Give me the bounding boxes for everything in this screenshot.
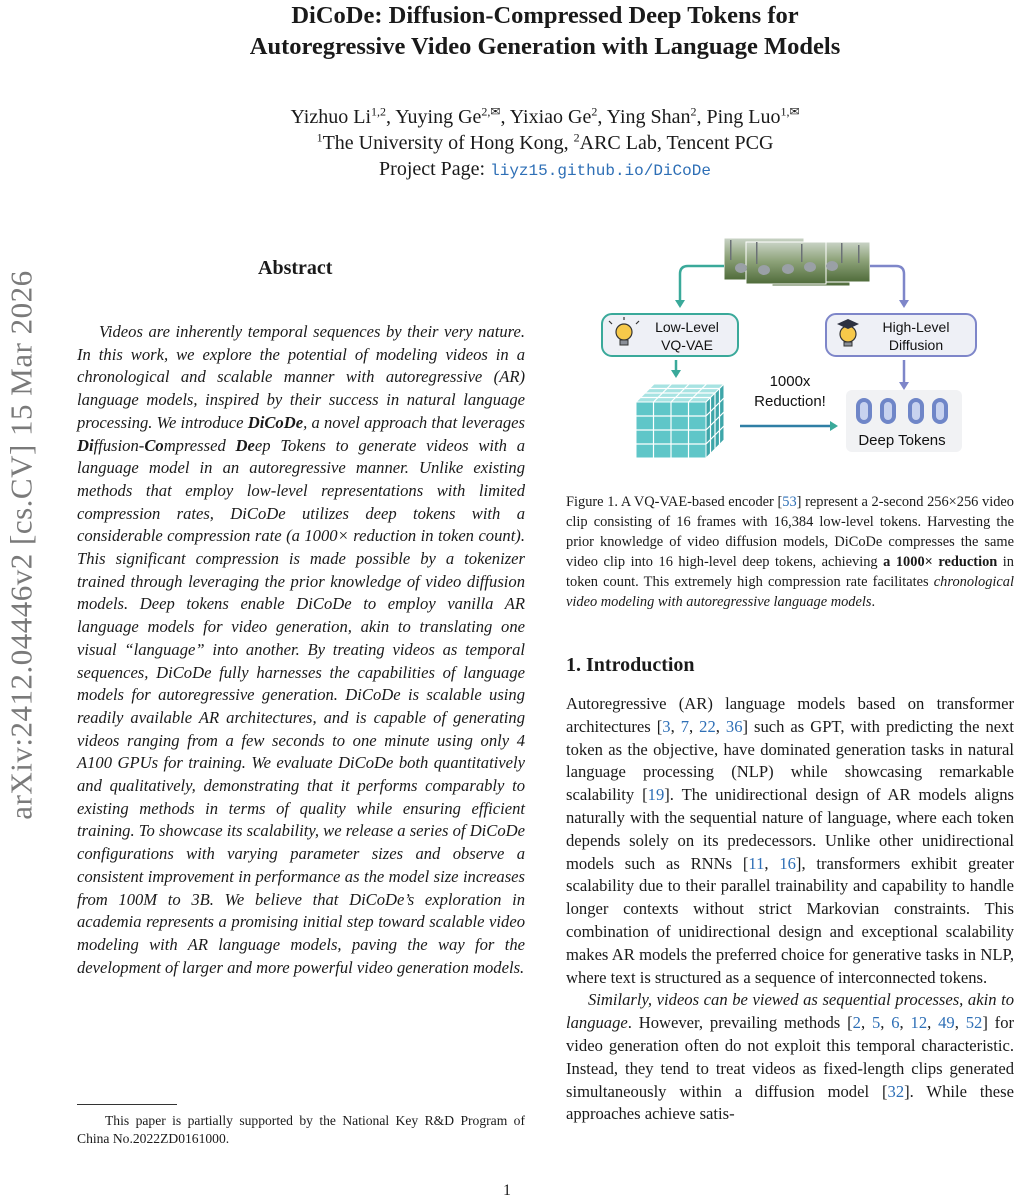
citation-link[interactable]: 6 <box>891 1013 900 1033</box>
author-affiliation-mark: 1,✉ <box>780 104 800 119</box>
citation-separator: , <box>954 1013 966 1033</box>
citation-separator: , <box>670 716 681 736</box>
citation-link[interactable]: 32 <box>887 1081 905 1101</box>
intro-text: ]. While these approaches achieve satis- <box>566 1081 1014 1124</box>
citation-separator: , <box>927 1013 939 1033</box>
citation-link[interactable]: 3 <box>662 716 671 736</box>
author-name: Yizhuo Li <box>290 106 372 128</box>
author-name: Yuying Ge <box>395 106 482 128</box>
abstract-text: ffusion- <box>93 435 145 455</box>
caption-text: Figure 1. A VQ-VAE-based encoder [ <box>566 494 783 510</box>
caption-italic: chronological video modeling with autoregressive language models <box>566 574 1014 611</box>
intro-text: ] such as GPT, with predicting the next token as the objective, have dominated generation tasks in natural language processing (NLP) while showcasing remarkable scalability [ <box>566 716 1014 805</box>
intro-text: . However, prevailing methods [ <box>627 1013 853 1033</box>
citation-link[interactable]: 7 <box>680 716 690 736</box>
reduction-label-line2: Reduction! <box>754 393 826 410</box>
abstract-text: Videos are inherently temporal sequences by their very nature. In this work, we explore the potential of modeling videos in a chronological and scalable manner with autoregressive (AR) language models, inspired by their success in natural language processing. We introduce <box>77 322 525 432</box>
high-level-label-line1: High-Level <box>882 319 950 335</box>
intro-paragraph-1 <box>566 693 1014 989</box>
citation-separator: , <box>880 1013 892 1033</box>
author-separator: , <box>696 106 707 128</box>
author-name: Ying Shan <box>606 106 691 128</box>
citation-link[interactable]: 49 <box>938 1013 955 1033</box>
affiliations <box>110 130 980 156</box>
low-level-vqvae-box <box>602 314 738 356</box>
author-separator: , <box>386 106 396 128</box>
figure-1-caption <box>566 492 1014 613</box>
project-page-label: Project Page: <box>379 158 491 180</box>
intro-italic: Similarly, videos can be viewed as sequential processes, akin to language <box>566 990 1014 1033</box>
citation-link[interactable]: 36 <box>725 716 743 736</box>
caption-text: . <box>871 594 876 611</box>
intro-text: ], transformers exhibit greater scalability due to their parallel trainability and capability to handle longer contexts without strict Markovian constraints. This combination of unidirectional design and exceptional scalability makes AR models the preferred choice for generative tasks in NLP, where text is structured as a sequence of interconnected tokens. <box>566 853 1014 987</box>
author-block <box>110 104 980 184</box>
affiliation-hku: The University of Hong Kong, <box>322 132 574 154</box>
author-list <box>110 104 980 130</box>
project-page <box>110 156 980 184</box>
title-line-1: DiCoDe: Diffusion-Compressed Deep Tokens for <box>291 2 799 29</box>
affiliation-arc-lab: ARC Lab, Tencent PCG <box>579 132 774 154</box>
arxiv-identifier-sidebar <box>2 205 42 885</box>
low-level-label-line2: VQ-VAE <box>661 337 713 353</box>
deep-tokens-box <box>846 390 962 452</box>
affiliation-mark: 2 <box>573 130 580 145</box>
figure-1-diagram <box>596 230 981 470</box>
abstract-text: ep Tokens to generate videos with a language model in an autoregressive manner. Unlike existing methods that employ low-level representations with limited compression rates, DiCoDe utilizes deep tokens with a considerable compression rate (a 1000× reduction in token count). This significant compression is made possible by a tokenizer trained through leveraging the prior knowledge of video diffusion models. Deep tokens enable DiCoDe to employ vanilla AR language models for video generation, akin to translating one visual “language” into another. By treating videos as temporal sequences, DiCoDe fully harnesses the capabilities of language models for autoregressive generation. DiCoDe is scalable using readily available AR architectures, and is capable of generating videos ranging from a few seconds to one minute using only 4 A100 GPUs for training. We evaluate DiCoDe both quantitatively and qualitatively, demonstrating that it performs comparably to existing methods in terms of quality while ensuring efficient training. To showcase its scalability, we release a series of DiCoDe configurations with varying parameter sizes and observe a consistent improvement in performance as the model size increases from 100M to 3B. We believe that DiCoDe’s exploration in academia represents a promising initial step toward scalable video modeling with AR language models, paving the way for the development of larger and more powerful video generation models. <box>77 435 525 977</box>
reduction-label-line1: 1000x <box>769 373 811 390</box>
author-separator: , <box>597 106 607 128</box>
author-separator: , <box>500 106 510 128</box>
caption-text: in token count. This extremely high compression rate facilitates <box>566 554 1014 591</box>
high-level-label-line2: Diffusion <box>888 337 944 353</box>
abstract-bold: De <box>235 435 255 455</box>
paper-title <box>110 0 980 62</box>
page-number: 1 <box>503 1182 511 1199</box>
abstract-bold: Di <box>77 435 94 455</box>
intro-text: Autoregressive (AR) language models based on transformer architectures [ <box>566 694 1014 736</box>
author-affiliation-mark: 2 <box>690 104 697 119</box>
author-affiliation-mark: 1,2 <box>371 104 387 119</box>
high-level-diffusion-box <box>826 314 976 356</box>
citation-link[interactable]: 19 <box>647 785 665 805</box>
arrow-to-vqvae <box>680 266 724 306</box>
citation-link[interactable]: 16 <box>779 853 796 873</box>
citation-separator: , <box>860 1013 872 1033</box>
abstract-bold: DiCoDe <box>247 412 304 432</box>
author-affiliation-mark: 2,✉ <box>481 104 501 119</box>
citation-link[interactable]: 22 <box>699 716 716 736</box>
citation-separator: , <box>764 853 780 873</box>
footnote-text: This paper is partially supported by the National Key R&D Program of China No.2022ZD0161000. <box>77 1113 525 1146</box>
citation-link[interactable]: 11 <box>748 853 765 873</box>
citation-link[interactable]: 53 <box>782 494 797 510</box>
intro-paragraph-2 <box>566 989 1014 1126</box>
footnote <box>77 1112 525 1148</box>
caption-text: ] represent a 2-second 256×256 video clip consisting of 16 frames with 16,384 low-level tokens. Harvesting the prior knowledge of video diffusion models, DiCoDe compresses the same video clip into 16 high-level deep tokens, achieving <box>566 494 1014 571</box>
citation-separator: , <box>899 1013 911 1033</box>
footnote-rule <box>77 1104 177 1105</box>
author-affiliation-mark: 2 <box>591 104 598 119</box>
low-level-token-cube <box>636 384 724 458</box>
project-page-link[interactable]: liyz15.github.io/DiCoDe <box>490 162 711 180</box>
citation-link[interactable]: 52 <box>965 1013 983 1033</box>
citation-link[interactable]: 5 <box>871 1013 881 1033</box>
abstract-bold: Co <box>144 435 164 455</box>
arxiv-identifier: arXiv:2412.04446v2 [cs.CV] 15 Mar 2026 <box>4 270 40 820</box>
citation-link[interactable]: 2 <box>852 1013 861 1033</box>
deep-tokens-label: Deep Tokens <box>858 432 946 449</box>
caption-bold: a 1000× reduction <box>883 554 998 571</box>
abstract-text: , a novel approach that leverages <box>303 412 525 432</box>
citation-separator: , <box>715 716 726 736</box>
abstract-heading: Abstract <box>258 257 333 279</box>
title-line-2: Autoregressive Video Generation with Language Models <box>249 33 841 60</box>
author-name: Ping Luo <box>706 106 781 128</box>
abstract-text: mpressed <box>163 435 236 455</box>
introduction-heading: 1. Introduction <box>566 654 695 676</box>
low-level-label-line1: Low-Level <box>655 319 719 335</box>
author-name: Yixiao Ge <box>509 106 592 128</box>
citation-separator: , <box>689 716 700 736</box>
introduction-body <box>566 693 1014 1126</box>
video-frames <box>724 238 870 286</box>
citation-link[interactable]: 12 <box>910 1013 928 1033</box>
intro-text: ] for video generation often do not exploit this temporal characteristic. Instead, they tend to treat videos as fixed-length clips generated simultaneously within a diffusion model [ <box>566 1013 1014 1101</box>
abstract-body <box>77 321 525 979</box>
arrow-to-diffusion <box>870 266 904 306</box>
affiliation-mark: 1 <box>316 130 323 145</box>
intro-text: ]. The unidirectional design of AR models aligns naturally with the sequential nature of language, where each token depends solely on its predecessors. Unlike other unidirectional models such as RNNs [ <box>566 785 1014 873</box>
